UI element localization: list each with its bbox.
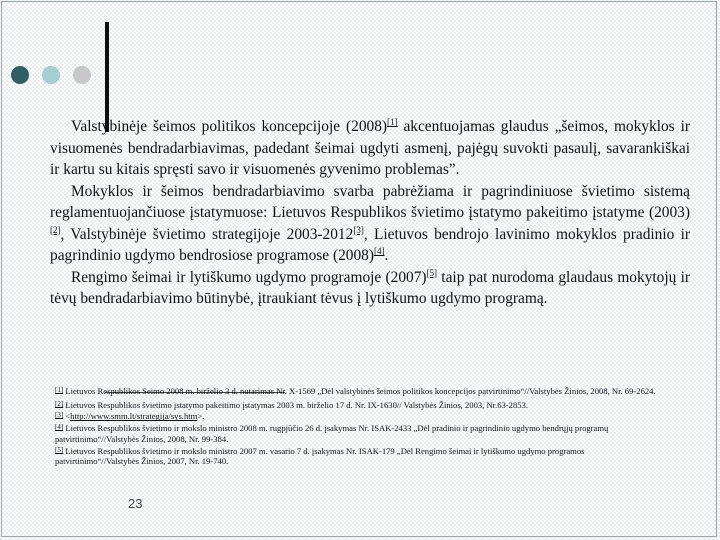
footnote-4 [55, 422, 660, 444]
footnote-5 [55, 445, 660, 467]
footnote-2-text: Lietuvos Respublikos švietimo įstatymo pakeitimo įstatymas 2003 m. birželio 17 d. Nr. IX-1630// Valstybės Žinios, 2003, Nr.63-2853. [63, 399, 528, 410]
slide-body-text [50, 116, 690, 310]
decor-dot-gray [73, 66, 91, 84]
footnote-mark-4[interactable]: [4] [55, 423, 64, 432]
paragraph-3-text: Rengimo šeimai ir lytiškumo ugdymo programoje (2007) [71, 268, 427, 286]
footnote-3-link[interactable]: http://www.smm.lt/strategija/sys.htm [70, 411, 198, 422]
footnote-mark-1[interactable]: [1] [55, 386, 64, 394]
footnote-mark-2[interactable]: [2] [55, 399, 64, 408]
footnote-ref-1[interactable]: [1] [387, 117, 398, 127]
footnote-2 [55, 399, 660, 411]
footnote-5-text: Lietuvos Respublikos švietimo ir mokslo ministro 2007 m. vasario 7 d. įsakymas Nr. ISAK-179 „Dėl Rengimo šeimai ir lytiškumo ugdymo programos patvirtinimo“//Valstybės Žinios, 2007, Nr. 19-740. [55, 445, 585, 467]
paragraph-2-text: Mokyklos ir šeimos bendradarbiavimo svarba pabrėžiama ir pagrindiniuose švietimo sistemą reglamentuojančiuose įstatymuose: Lietuvos Respublikos švietimo įstatymo pakeitimo įstatyme (2003) [50, 182, 690, 221]
footnote-4-text: Lietuvos Respublikos švietimo ir mokslo ministro 2008 m. rugpjūčio 26 d. įsakymas Nr. ISAK-2433 „Dėl pradinio ir pagrindinio ugdymo bendrųjų programų patvirtinimo“//Valstybės Žinios, 2008, Nr. 99-384. [55, 423, 609, 444]
paragraph-2 [50, 181, 690, 267]
footnote-ref-2[interactable]: [2] [50, 224, 61, 235]
decor-dot-dark [11, 66, 29, 84]
footnote-1 [55, 385, 660, 397]
footnote-ref-3[interactable]: [3] [353, 224, 364, 235]
footnote-3 [55, 410, 660, 422]
paragraph-1-text: Valstybinėje šeimos politikos koncepcijoje (2008) [71, 118, 388, 135]
paragraph-1-text-cont: akcentuojamas glaudus „šeimos, mokyklos ir visuomenės bendradarbiavimas, padedant šeimai ugdyti asmenį, pajėgų suvokti pasaulį, savarankiškai ir kartu su kitais spręsti savo ir visuomenės gyvenimo problemas”. [50, 118, 690, 178]
page-number: 23 [128, 496, 143, 511]
paragraph-1 [50, 116, 690, 181]
footnote-ref-5[interactable]: [5] [426, 267, 438, 278]
footnote-1-text: Lietuvos Respublikos Seimo 2008 m. birželio 3 d. nutarimas Nr. X-1569 „Dėl valstybinės šeimos politikos koncepcijos patvirtinimo“//Valstybės Žinios, 2008, Nr. 69-2624. [63, 386, 656, 396]
paragraph-3 [50, 267, 690, 310]
paragraph-2-text-cont2: , Lietuvos bendrojo lavinimo mokyklos pradinio ir pagrindinio ugdymo bendrosiose programose (2008) [50, 225, 691, 264]
paragraph-2-text-end: . [384, 247, 389, 264]
footnote-mark-3[interactable]: [3] [55, 411, 64, 420]
paragraph-2-text-cont: , Valstybinėje švietimo strategijoje 2003-2012 [60, 225, 354, 243]
footnote-3-text-before: < [63, 411, 71, 422]
footnote-ref-4[interactable]: [4] [374, 246, 385, 256]
decor-dot-light [42, 66, 60, 84]
footnotes [55, 385, 660, 467]
footnote-3-text-after: >. [197, 411, 205, 422]
paragraph-3-text-cont: taip pat nurodoma glaudaus mokytojų ir tėvų bendradarbiavimo būtinybė, įtraukiant tėvus į lytiškumo ugdymo programą. [50, 268, 690, 307]
footnote-mark-5[interactable]: [5] [55, 445, 64, 454]
